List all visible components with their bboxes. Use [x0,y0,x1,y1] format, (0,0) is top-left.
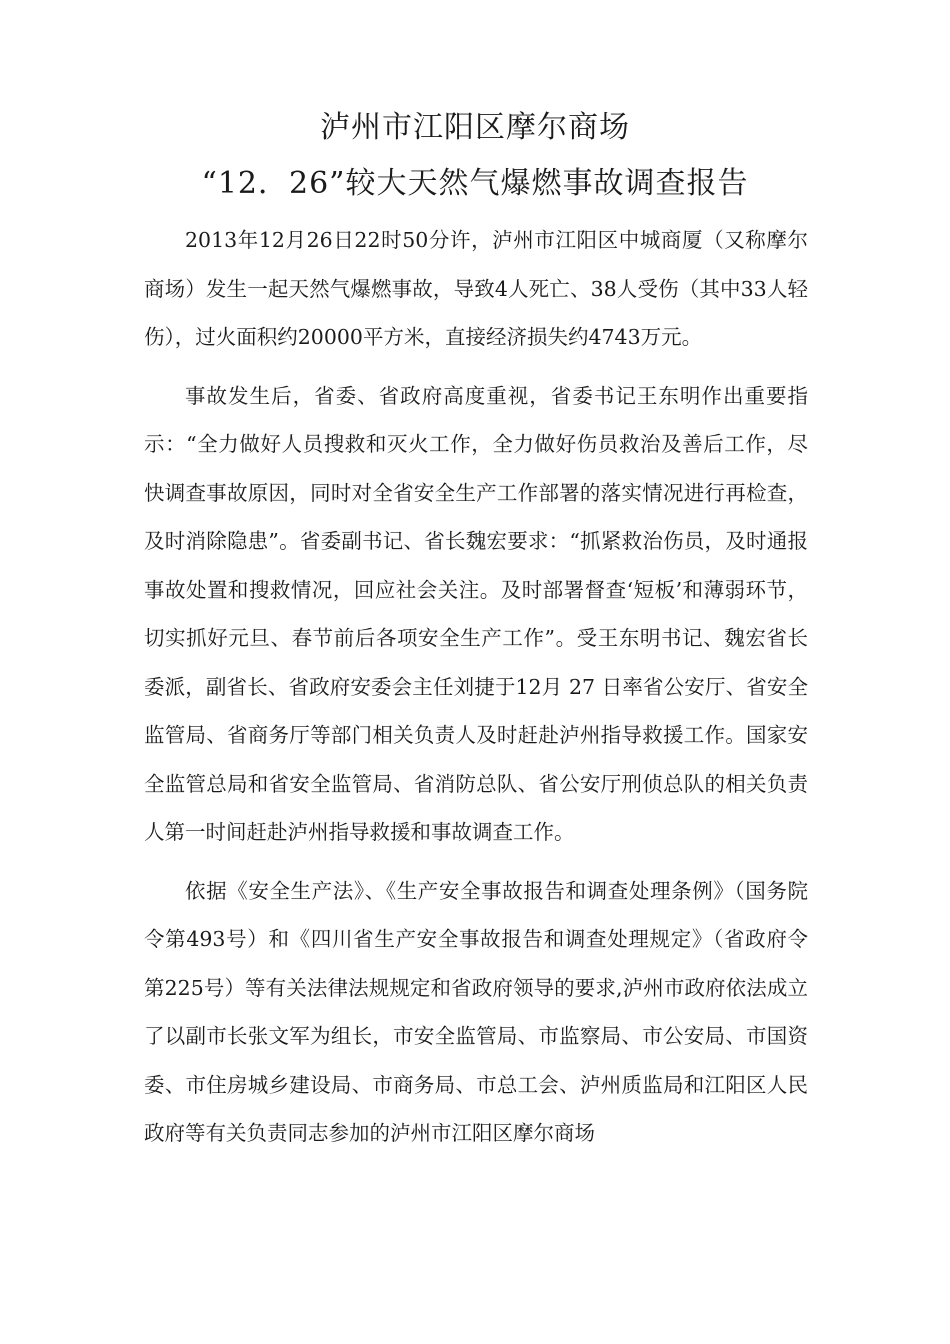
title-line-1: 泸州市江阳区摩尔商场 [320,110,630,145]
title-line-2: “12．26”较大天然气爆燃事故调查报告 [201,166,749,201]
paragraph-1: 2013年12月26日22时50分许，泸州市江阳区中城商厦（又称摩尔商场）发生一起天然气爆燃事故，导致4人死亡、38人受伤（其中33人轻伤），过火面积约20000平方米，直接经济损失约4743万元。 [144,228,808,349]
report-body [144,216,808,1168]
report-title [0,100,950,212]
paragraph-2: 事故发生后，省委、省政府高度重视，省委书记王东明作出重要指示：“全力做好人员搜救和灭火工作，全力做好伤员救治及善后工作，尽快调查事故原因，同时对全省安全生产工作部署的落实情况进行再检查，及时消除隐患”。省委副书记、省长魏宏要求：“抓紧救治伤员，及时通报事故处置和搜救情况，回应社会关注。及时部署督查‘短板’和薄弱环节，切实抓好元旦、春节前后各项安全生产工作”。受王东明书记、魏宏省长委派，副省长、省政府安委会主任刘捷于12月 27 日率省公安厅、省安全监管局、省商务厅等部门相关负责人及时赶赴泸州指导救援工作。国家安全监管总局和省安全监管局、省消防总队、省公安厅刑侦总队的相关负责人第一时间赶赴泸州指导救援和事故调查工作。 [144,383,808,844]
paragraph-3: 依据《安全生产法》、《生产安全事故报告和调查处理条例》（国务院令第493号）和《四川省生产安全事故报告和调查处理规定》（省政府令第225号）等有关法律法规规定和省政府领导的要求,泸州市政府依法成立了以副市长张文军为组长，市安全监管局、市监察局、市公安局、市国资委、市住房城乡建设局、市商务局、市总工会、泸州质监局和江阳区人民政府等有关负责同志参加的泸州市江阳区摩尔商场 [144,878,808,1145]
